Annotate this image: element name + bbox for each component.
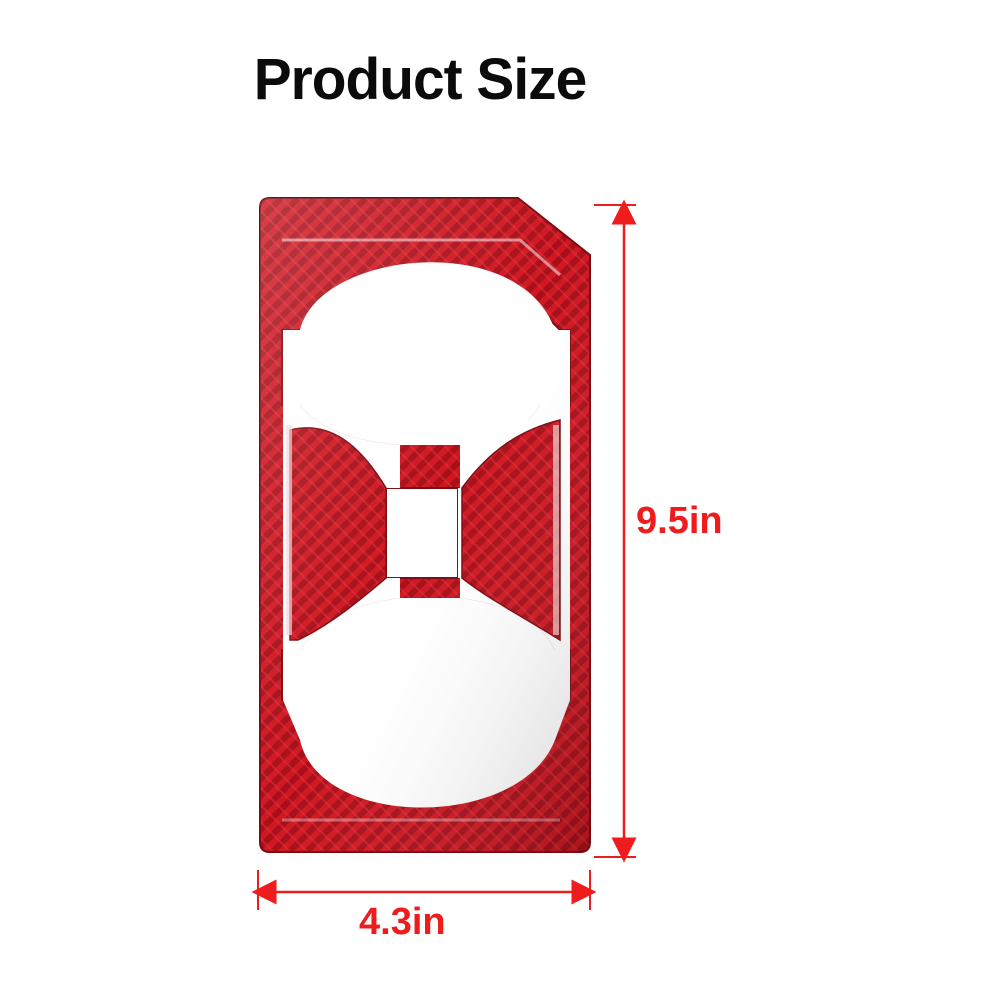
panel-gloss — [260, 198, 590, 852]
height-label: 9.5in — [636, 500, 723, 542]
width-label: 4.3in — [359, 901, 446, 943]
page-title: Product Size — [253, 47, 587, 112]
cup-holder-panel — [260, 198, 590, 852]
height-dimension — [594, 205, 636, 857]
